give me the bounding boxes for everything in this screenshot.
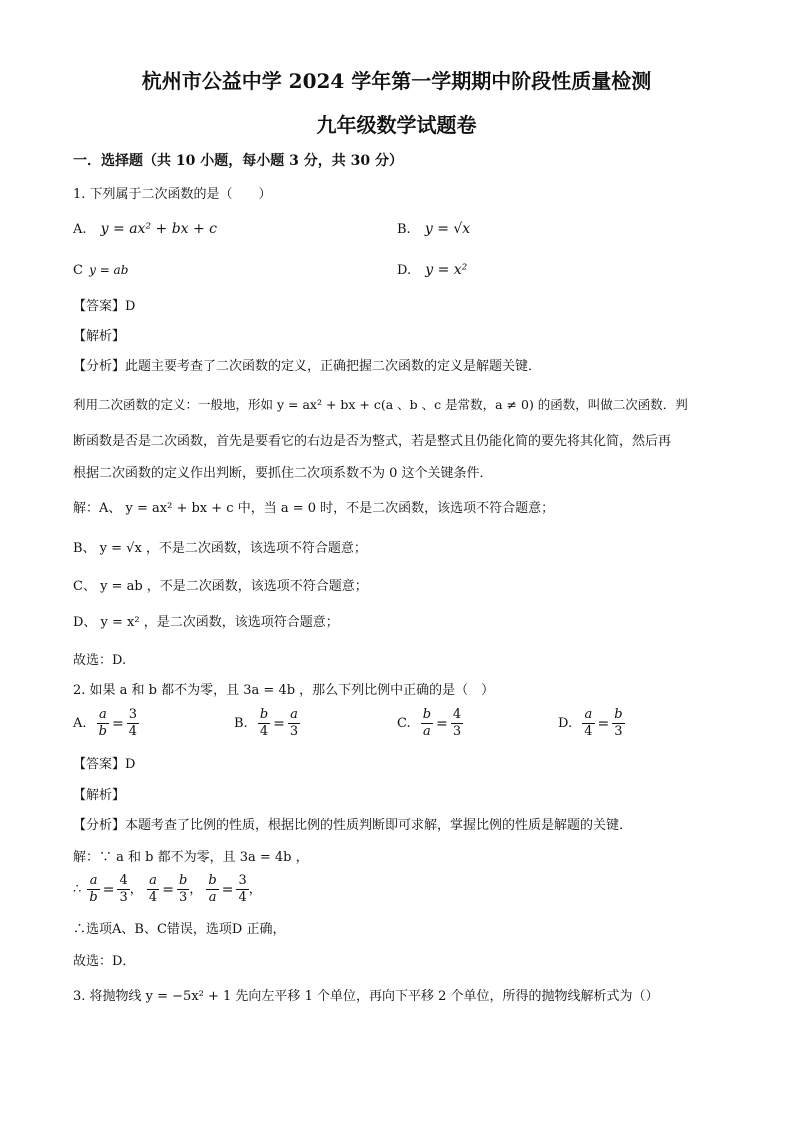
fraction-left: $\frac{a}{4}$ (584, 707, 593, 739)
q1-analysis-heading: 【解析】 (73, 329, 126, 344)
q1-choice: 故选：D. (73, 653, 127, 668)
question-3-stem: 3. 将抛物线 y = −5x² + 1 先向左平移 1 个单位，再向下平移 2 个单位，所得的抛物线解析式为（） (73, 989, 659, 1004)
option-math: y = ab (89, 263, 129, 277)
q1-analysis-line: 利用二次函数的定义：一般地，形如 y = ax² + bx + c(a 、b 、c 是常数，a ≠ 0) 的函数，叫做二次函数．判 (73, 397, 688, 412)
fraction: $\frac{3}{4}$ (238, 873, 247, 905)
q1-solution-b: B、 y = √x ，不是二次函数，该选项不符合题意； (73, 541, 367, 556)
q2-solution-line: ∴选项A、B、C错误，选项D 正确， (73, 922, 286, 937)
question-2-stem: 2. 如果 a 和 b 都不为零，且 3a = 4b ，那么下列比例中正确的是（ ） (73, 683, 495, 698)
fraction: $\frac{b}{a}$ (208, 873, 217, 905)
document-title: 杭州市公益中学 2024 学年第一学期期中阶段性质量检测 (141, 69, 652, 93)
q1-answer: 【答案】D (73, 299, 136, 314)
option-label: D. (558, 716, 573, 731)
q2-option-c: C. $\frac{b}{a}$ = $\frac{4}{3}$ (397, 707, 462, 739)
q1-option-b (397, 220, 470, 239)
fraction: $\frac{4}{3}$ (119, 873, 128, 905)
fraction: $\frac{a}{4}$ (148, 873, 158, 905)
option-label: B. (397, 222, 411, 237)
option-label: A. (73, 716, 87, 731)
option-math: y = x² (425, 262, 468, 278)
fraction-right: $\frac{3}{4}$ (128, 707, 138, 739)
option-label: D. (397, 263, 412, 278)
q2-analysis-line: 【分析】本题考查了比例的性质，根据比例的性质判断即可求解，掌握比例的性质是解题的关键． (73, 818, 633, 833)
document-subtitle: 九年级数学试题卷 (316, 113, 477, 137)
therefore-symbol: ∴ (73, 882, 82, 897)
q2-option-a: A. $\frac{a}{b}$ = $\frac{3}{4}$ (73, 707, 138, 739)
fraction-right: $\frac{4}{3}$ (452, 707, 462, 739)
q2-option-d: D. $\frac{a}{4}$ = $\frac{b}{3}$ (558, 707, 623, 739)
section-heading: 一．选择题（共 10 小题，每小题 3 分，共 30 分） (73, 153, 403, 169)
q1-solution-a: 解：A、 y = ax² + bx + c 中，当 a = 0 时，不是二次函数，该选项不符合题意； (73, 501, 555, 516)
q2-answer: 【答案】D (73, 757, 136, 772)
fraction: $\frac{b}{3}$ (178, 873, 188, 905)
option-math: y = ax² + bx + c (100, 221, 218, 237)
q1-analysis-line: 根据二次函数的定义作出判断，要抓住二次项系数不为 0 这个关键条件． (73, 466, 493, 481)
q1-option-d (397, 261, 467, 280)
question-1-stem: 1. 下列属于二次函数的是（ ） (73, 187, 272, 202)
option-label: C. (397, 716, 411, 731)
option-label: B. (234, 716, 248, 731)
option-math: y = √x (424, 221, 471, 237)
q2-choice: 故选：D． (73, 954, 136, 969)
fraction-left: $\frac{b}{4}$ (259, 707, 269, 739)
fraction-left: $\frac{b}{a}$ (422, 707, 432, 739)
fraction: $\frac{a}{b}$ (89, 873, 98, 905)
q1-option-c (73, 261, 128, 280)
option-label: A. (73, 222, 87, 237)
q2-option-b: B. $\frac{b}{4}$ = $\frac{a}{3}$ (234, 707, 299, 739)
q2-solution-fractions: ∴ $\frac{a}{b}$ = $\frac{4}{3}$ ， $\frac{a}{4}$ = $\frac{b}{3}$ ， $\frac{b}{a}$ = $\frac{3}{4}$ ， (73, 873, 262, 905)
fraction-left: $\frac{a}{b}$ (98, 707, 107, 739)
option-label: C (73, 263, 83, 278)
q1-solution-c: C、 y = ab ，不是二次函数，该选项不符合题意； (73, 579, 368, 594)
q1-solution-d: D、 y = x² ，是二次函数，该选项符合题意； (73, 615, 339, 630)
q1-option-a (73, 220, 217, 239)
fraction-right: $\frac{b}{3}$ (614, 707, 623, 739)
q1-analysis-line: 断函数是否是二次函数，首先是要看它的右边是否为整式，若是整式且仍能化简的要先将其化简，然后再 (73, 434, 672, 449)
q2-analysis-heading: 【解析】 (73, 788, 126, 803)
fraction-right: $\frac{a}{3}$ (289, 707, 299, 739)
q1-analysis-line: 【分析】此题主要考查了二次函数的定义，正确把握二次函数的定义是解题关键． (73, 359, 542, 374)
q2-solution-line: 解：∵ a 和 b 都不为零，且 3a = 4b ， (73, 850, 309, 865)
